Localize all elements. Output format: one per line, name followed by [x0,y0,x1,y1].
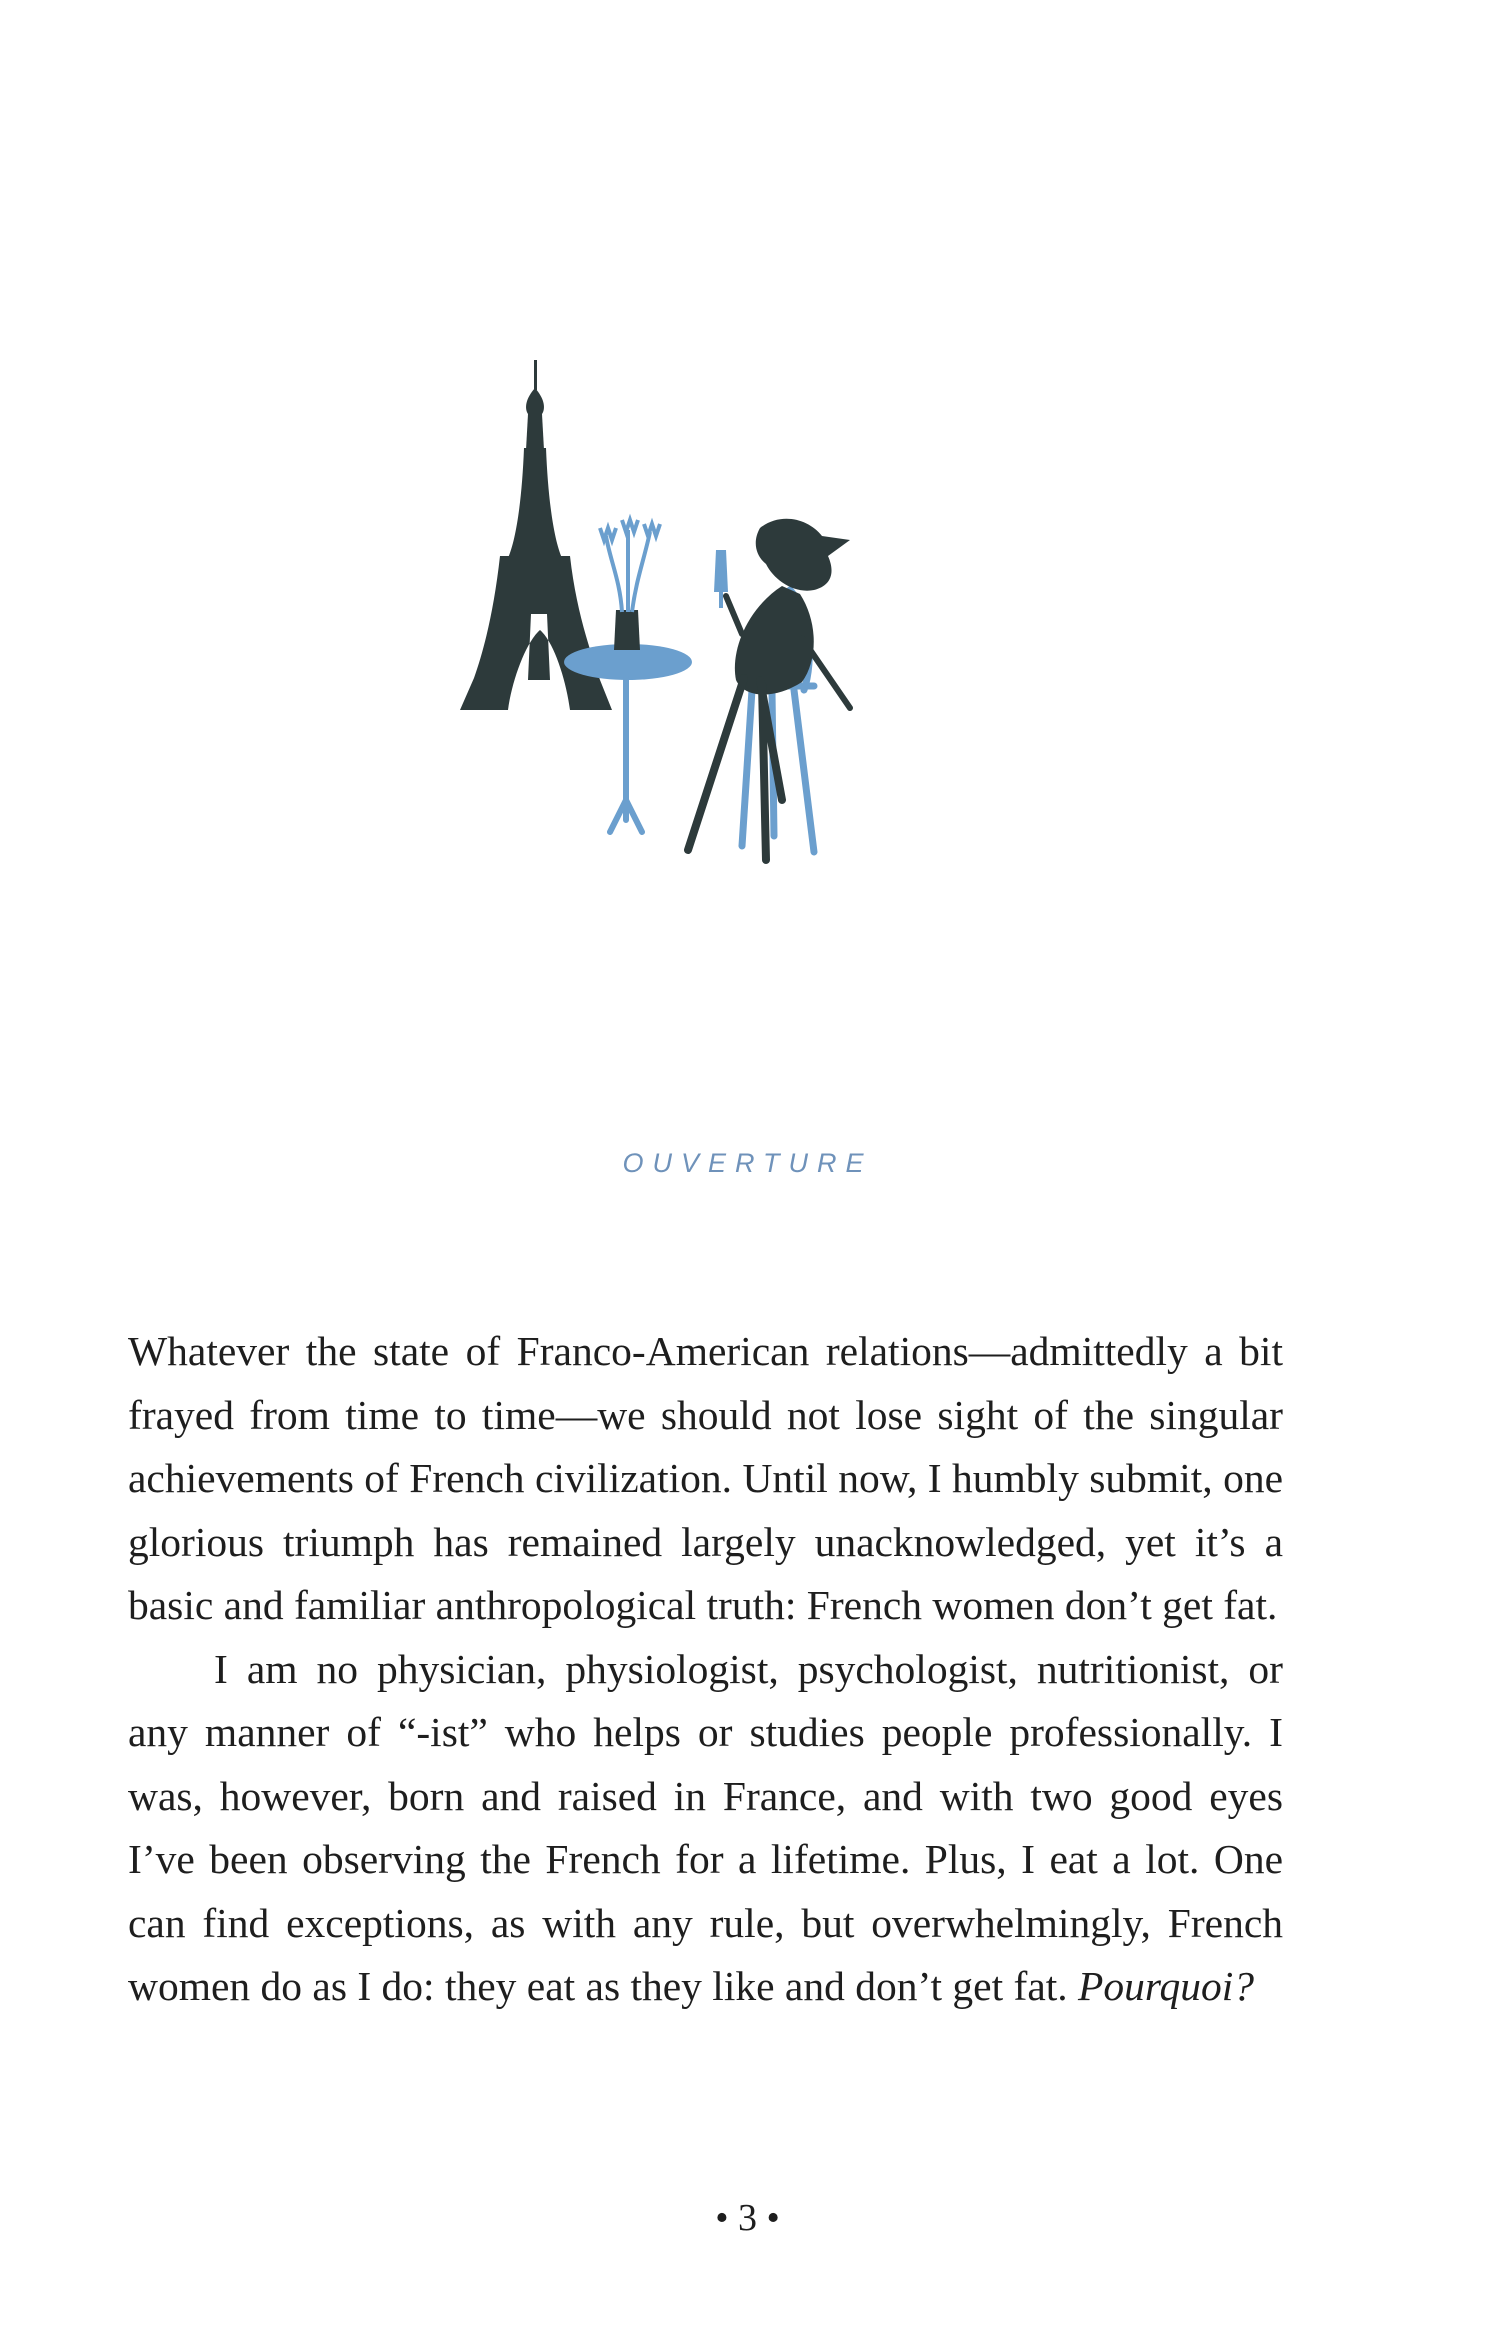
woman-silhouette-icon [688,519,850,860]
paragraph-2-italic: Pourquoi? [1078,1963,1255,2009]
chapter-illustration [430,360,990,960]
paragraph-2 [128,1638,1283,2019]
page-number: • 3 • [715,2197,780,2239]
cafe-table-icon [564,644,692,832]
body-text [128,1320,1283,2019]
chapter-title: OUVERTURE [622,1148,873,1178]
paragraph-2-text: I am no physician, physiologist, psychologist, nutritionist, or any manner of “-ist” who helps or studies people professionally. I was, however, born and raised in France, and with two good eyes I’ve been observing the French for a lifetime. Plus, I eat a lot. One can find exceptions, as with any rule, but overwhelmingly, French women do as I do: they eat as they like and don’t get fat. [128,1645,1283,2009]
flower-vase-icon [600,520,660,650]
paragraph-1: Whatever the state of Franco-American relations—admittedly a bit frayed from time to time—we should not lose sight of the singular achievements of French civilization. Until now, I humbly submit, one glorious triumph has remained largely unacknowledged, yet it’s a basic and familiar anthropological truth: French women don’t get fat. [128,1328,1283,1628]
